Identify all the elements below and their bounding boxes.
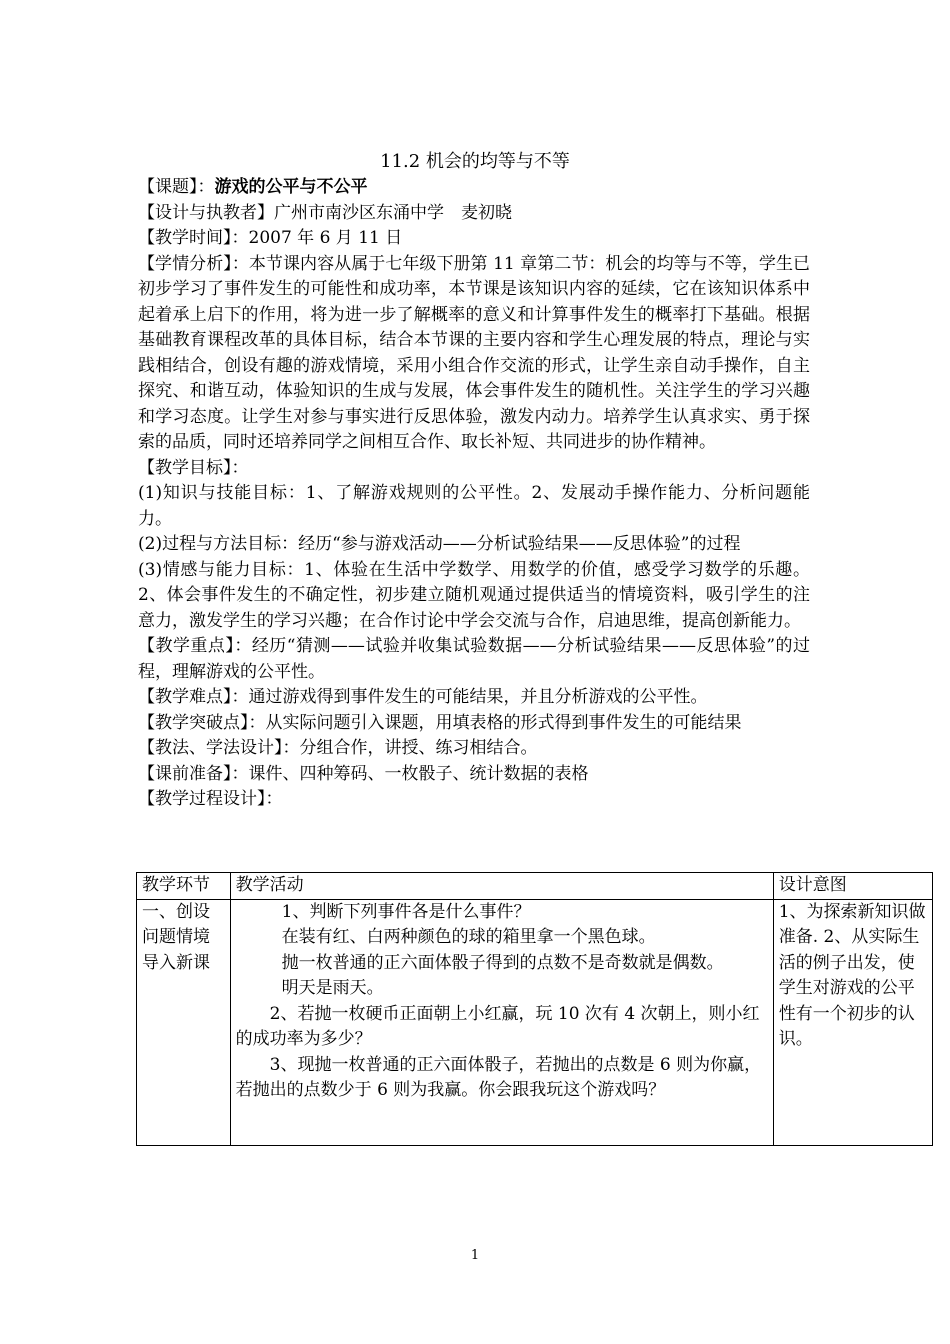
time-label: 【教学时间】： (138, 228, 249, 248)
goals-heading: 【教学目标】： (138, 457, 249, 478)
header-intent: 设计意图 (773, 873, 932, 900)
topic-label: 【课题】： (138, 177, 215, 197)
breakthrough-value: ：从实际问题引入课题，用填表格的形式得到事件发生的可能结果 (248, 712, 742, 733)
activity-item: 1、判断下列事件各是什么事件？ (281, 901, 531, 922)
analysis-label: 【学情分析】 (138, 253, 232, 274)
header-stage: 教学环节 (137, 873, 231, 900)
preparation-line (138, 762, 810, 788)
difficulties-line (138, 685, 810, 711)
topic-value: 游戏的公平与不公平 (214, 177, 368, 197)
designer-line (138, 201, 810, 227)
methods-line (138, 736, 810, 762)
analysis-value: ：本节课内容从属于七年级下册第 11 章第二节：机会的均等与不等，学生已初步学习了事件发生的可能性和成功率，本节课是该知识内容的延续，它在该知识体系中起着承上启下的作用，将为进一步了解概率的意义和计算事件发生的概率打下基础。根据基础教育课程改革的具体目标，结合本节课的主要内容和学生心理发展的特点，理论与实践相结合，创设有趣的游戏情境，采用小组合作交流的形式，让学生亲自动手操作，自主探究、和谐互动，体验知识的生成与发展，体会事件发生的随机性。关注学生的学习兴趣和学习态度。让学生对参与事实进行反思体验，激发内动力。培养学生认真求实、勇于探索的品质，同时还培养同学之间相互合作、取长补短、共同进步的协作精神。 (138, 253, 810, 452)
activity-item: 明天是雨天。 (281, 978, 384, 998)
difficulties-value: ：通过游戏得到事件发生的可能结果，并且分析游戏的公平性。 (231, 687, 708, 707)
analysis-paragraph (138, 252, 810, 456)
breakthrough-label: 【教学突破点】 (138, 712, 249, 733)
stage-cell: 一、创设问题情境导入新课 (137, 899, 231, 1145)
activity-item: 3、现抛一枚普通的正六面体骰子，若抛出的点数是 6 则为你赢，若抛出的点数少于 6 则为我赢。你会跟我玩这个游戏吗？ (235, 1054, 762, 1100)
activity-item: 在装有红、白两种颜色的球的箱里拿一个黑色球。 (281, 927, 656, 947)
methods-value: ：分组合作，讲授、练习相结合。 (282, 738, 538, 758)
activity-cell (230, 899, 773, 1145)
key-points-label: 【教学重点】 (138, 636, 235, 656)
page-number: 1 (470, 1248, 480, 1263)
preparation-label: 【课前准备】 (138, 763, 232, 784)
designer-label: 【设计与执教者】 (138, 202, 274, 223)
preparation-value: ：课件、四种筹码、一枚骰子、统计数据的表格 (231, 763, 589, 784)
methods-label: 【教法、学法设计】 (138, 738, 283, 758)
process-heading: 【教学过程设计】： (138, 789, 283, 809)
header-activity: 教学活动 (230, 873, 773, 900)
activity-item: 2、若抛一枚硬币正面朝上小红赢，玩 10 次有 4 次朝上，则小红的成功率为多少？ (235, 1003, 760, 1049)
activity-item: 抛一枚普通的正六面体骰子得到的点数不是奇数就是偶数。 (281, 952, 724, 973)
table-header-row (137, 873, 933, 900)
table-row (137, 899, 933, 1145)
time-value: 2007 年 6 月 11 日 (248, 228, 403, 248)
difficulties-label: 【教学难点】 (138, 687, 232, 707)
key-points-line (138, 634, 810, 685)
goal-item: (2)过程与方法目标：经历“参与游戏活动——分析试验结果——反思体验”的过程 (138, 534, 741, 554)
key-points-value: ：经历“猜测——试验并收集试验数据——分析试验结果——反思体验”的过程，理解游戏的公平性。 (138, 636, 810, 682)
intent-cell: 1、为探索新知识做准备. 2、从实际生活的例子出发，使学生对游戏的公平性有一个初步的认识。 (773, 899, 932, 1145)
designer-value: 广州市南沙区东涌中学 麦初晓 (274, 202, 512, 223)
breakthrough-line (138, 711, 810, 737)
time-line (138, 226, 810, 252)
goal-item: (3)情感与能力目标：1、体验在生活中学数学、用数学的价值，感受学习数学的乐趣。2、体会事件发生的不确定性，初步建立随机观通过提供适当的情境资料，吸引学生的注意力，激发学生的学习兴趣；在合作讨论中学会交流与合作，启迪思维，提高创新能力。 (138, 559, 810, 631)
process-table (136, 872, 933, 1146)
topic-line (138, 175, 810, 201)
goal-item: (1)知识与技能目标：1、了解游戏规则的公平性。2、发展动手操作能力、分析问题能力。 (138, 483, 810, 529)
document-body (138, 175, 810, 813)
document-title: 11.2 机会的均等与不等 (380, 151, 570, 172)
